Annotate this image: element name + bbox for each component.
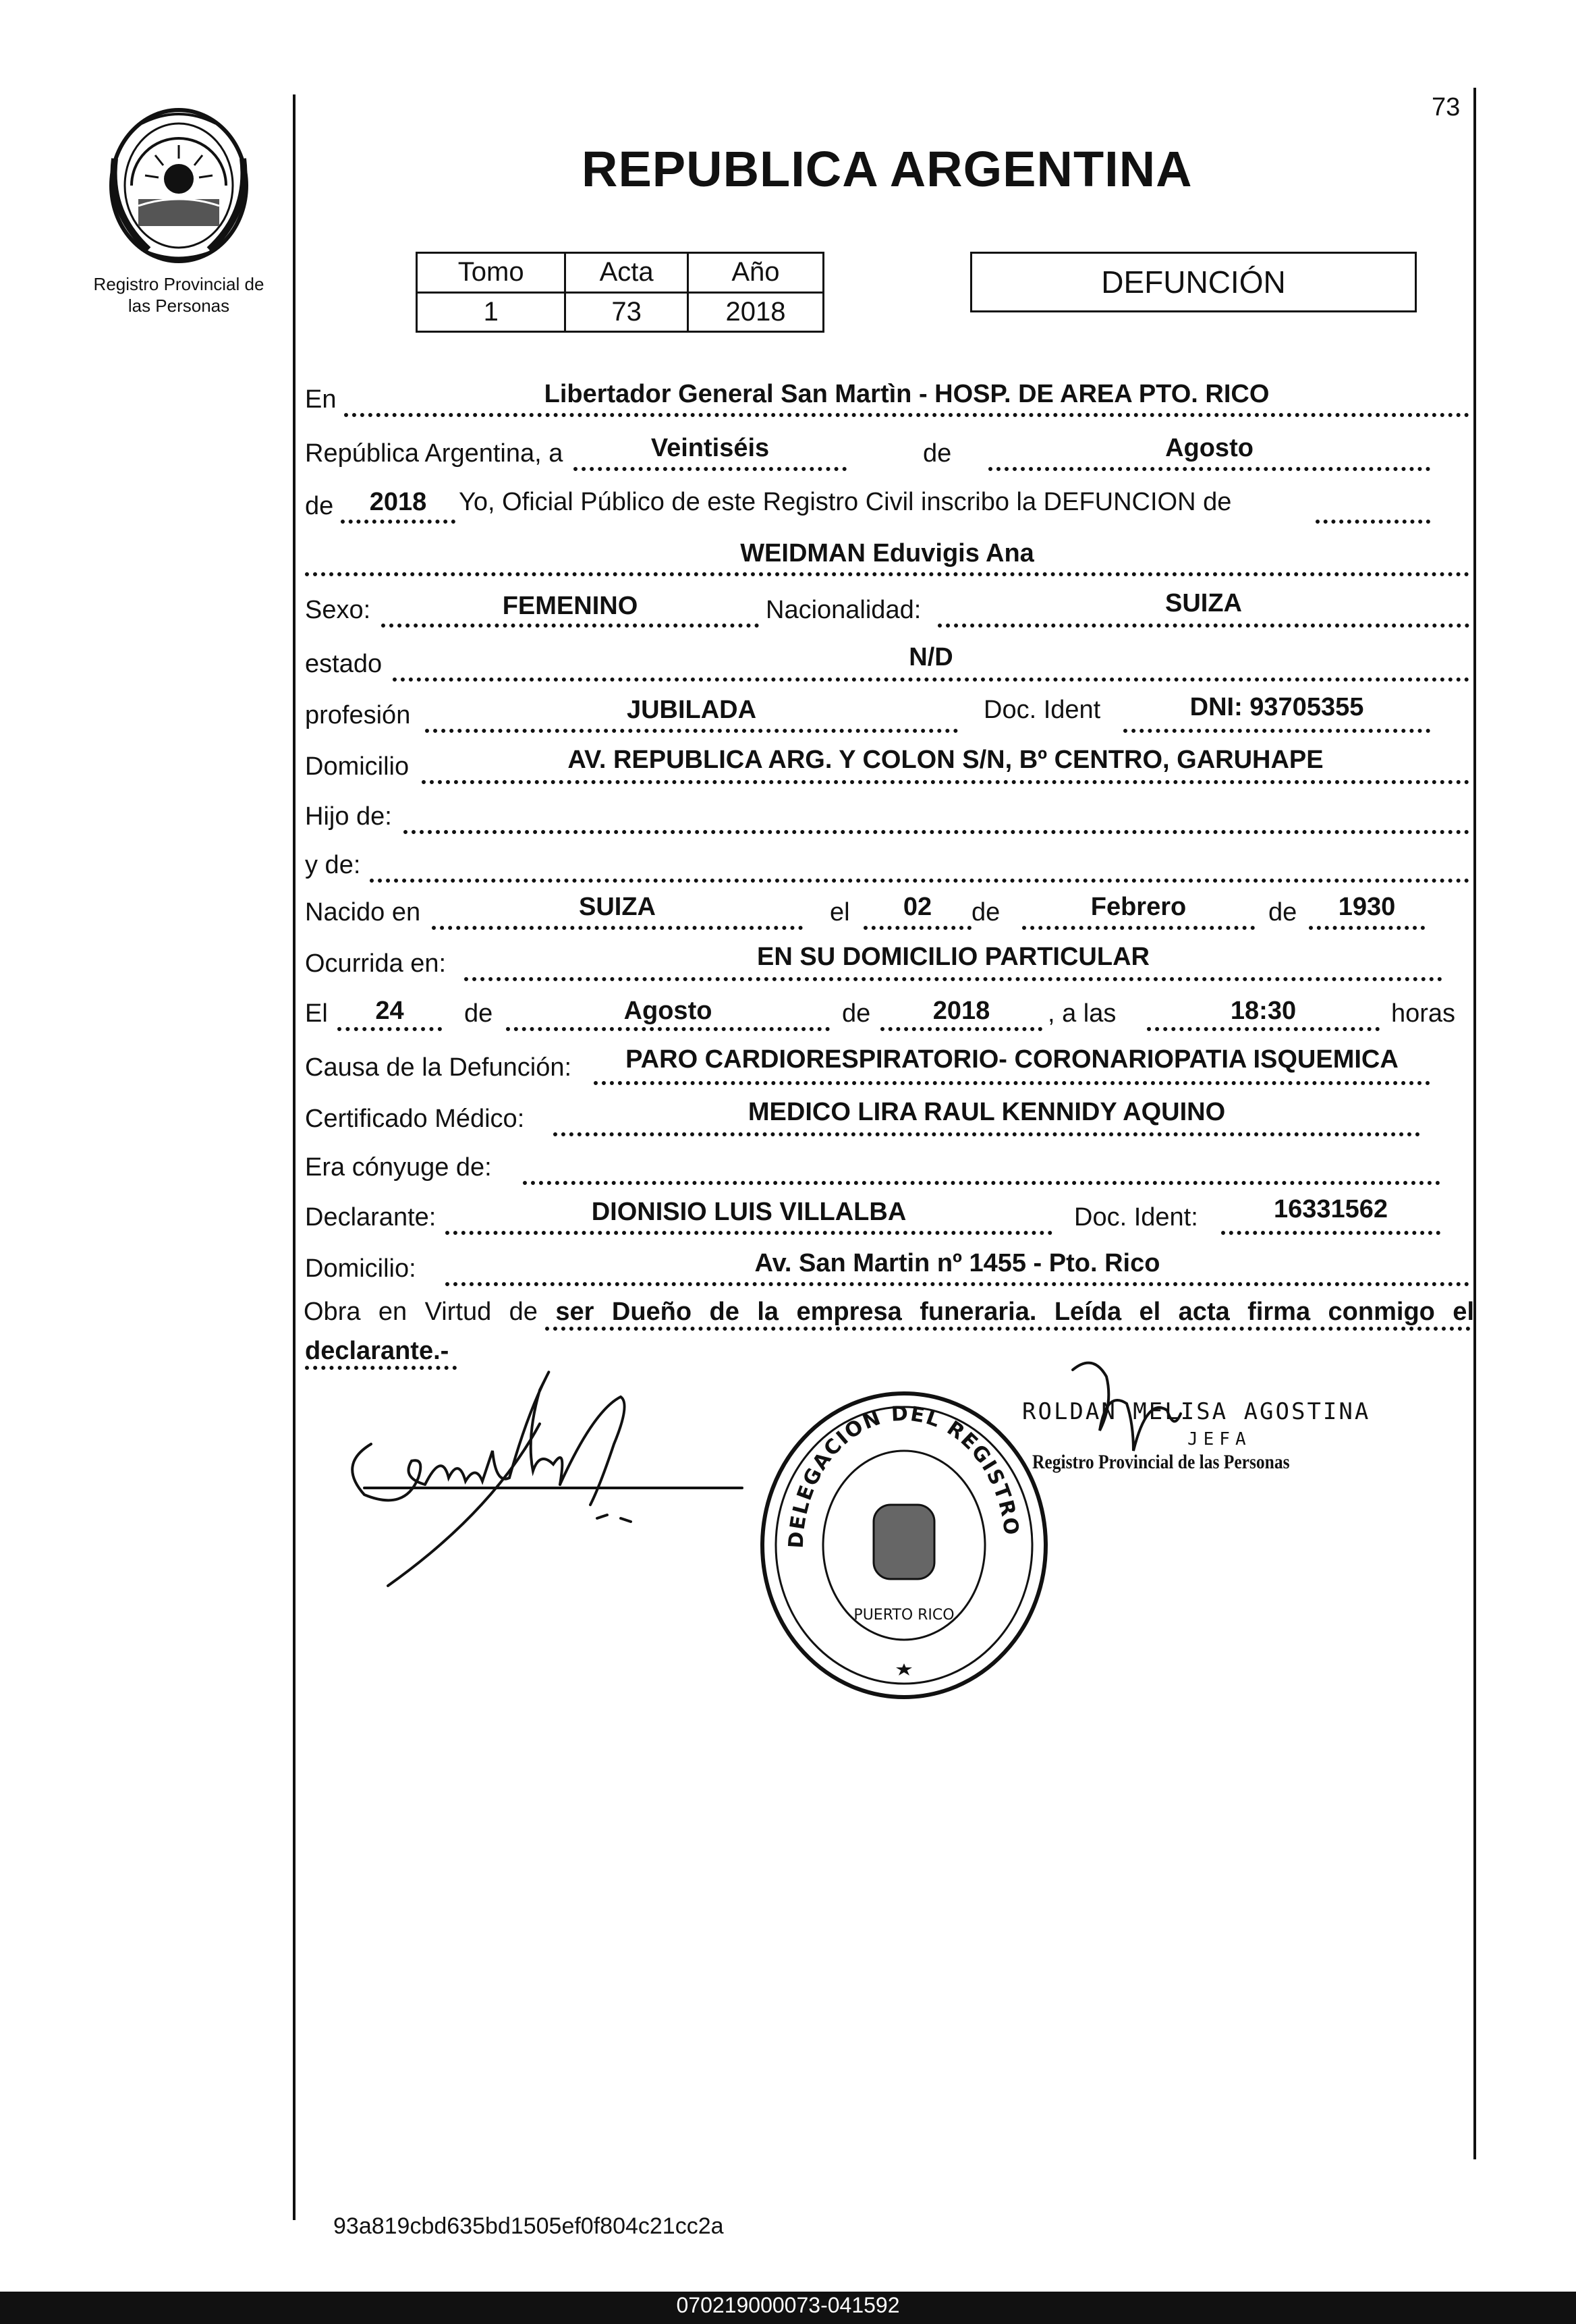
document-title: REPUBLICA ARGENTINA bbox=[582, 141, 1193, 197]
label-conyuge: Era cónyuge de: bbox=[305, 1153, 492, 1182]
value-estado: N/D bbox=[909, 643, 953, 671]
value-fecha-year: 2018 bbox=[932, 997, 990, 1025]
dots-declarante-doc bbox=[1221, 1231, 1440, 1235]
label-declarante-doc: Doc. Ident: bbox=[1074, 1203, 1198, 1232]
value-nacido-day: 02 bbox=[903, 893, 932, 921]
record-table-value-acta: 73 bbox=[565, 292, 688, 332]
dots-nacido-day bbox=[864, 926, 972, 930]
label-yo-text: Yo, Oficial Público de este Registro Civil inscribo la DEFUNCION de bbox=[459, 488, 1232, 516]
official-role: JEFA bbox=[1187, 1429, 1251, 1449]
record-table-header-acta: Acta bbox=[565, 253, 688, 293]
label-fecha-el: El bbox=[305, 999, 328, 1028]
record-table-value-ano: 2018 bbox=[687, 292, 823, 332]
label-declarante-domicilio: Domicilio: bbox=[305, 1254, 416, 1283]
stamp-outer-text: DELEGACION DEL REGISTRO bbox=[784, 1402, 1023, 1549]
value-profesion: JUBILADA bbox=[626, 696, 757, 724]
value-republica-month: Agosto bbox=[1165, 434, 1254, 462]
value-obra-line2: declarante.- bbox=[305, 1337, 449, 1365]
crest-caption bbox=[67, 273, 290, 316]
declarant-signature bbox=[324, 1350, 796, 1620]
dots-republica-day bbox=[573, 467, 847, 471]
label-nacido-de-2: de bbox=[1268, 898, 1297, 926]
dots-profesion bbox=[425, 729, 958, 733]
crest-caption-line2: las Personas bbox=[128, 296, 230, 316]
value-domicilio: AV. REPUBLICA ARG. Y COLON S/N, Bº CENTRO, GARUHAPE bbox=[567, 746, 1324, 774]
label-y-de: y de: bbox=[305, 851, 361, 879]
province-crest bbox=[101, 105, 256, 267]
value-declarante-doc: 16331562 bbox=[1273, 1195, 1388, 1223]
dots-yo-end bbox=[1316, 520, 1430, 524]
dots-sexo bbox=[381, 624, 759, 628]
dots-y-de bbox=[370, 879, 1469, 883]
dots-causa bbox=[594, 1081, 1430, 1085]
label-fecha-de-1: de bbox=[464, 999, 493, 1028]
label-nacionalidad: Nacionalidad: bbox=[766, 596, 922, 624]
value-fecha-month: Agosto bbox=[623, 997, 712, 1025]
value-fecha-time: 18:30 bbox=[1230, 997, 1297, 1025]
dots-declarante-domicilio bbox=[445, 1282, 1469, 1286]
dots-en bbox=[344, 413, 1469, 417]
record-table-value-tomo: 1 bbox=[417, 292, 565, 332]
stamp-inner-text: PUERTO RICO bbox=[853, 1607, 955, 1624]
dots-nacido-month bbox=[1022, 926, 1255, 930]
dots-nacido-year bbox=[1309, 926, 1425, 930]
label-en: En bbox=[305, 385, 337, 414]
label-fecha-horas: horas bbox=[1391, 999, 1456, 1028]
dots-fecha-day bbox=[337, 1027, 442, 1031]
official-name: ROLDAN MELISA AGOSTINA bbox=[1022, 1398, 1371, 1425]
value-causa: PARO CARDIORESPIRATORIO- CORONARIOPATIA ISQUEMICA bbox=[625, 1045, 1399, 1074]
value-nacido-place: SUIZA bbox=[579, 893, 656, 921]
value-republica-day: Veintiséis bbox=[650, 434, 770, 462]
dots-ocurrida bbox=[464, 977, 1442, 981]
value-deceased-name: WEIDMAN Eduvigis Ana bbox=[740, 539, 1034, 568]
dots-fecha-month bbox=[506, 1027, 830, 1031]
right-margin-line bbox=[1473, 88, 1476, 2159]
value-fecha-day: 24 bbox=[375, 997, 404, 1025]
record-table-header-row bbox=[417, 253, 824, 293]
dots-fecha-year bbox=[880, 1027, 1042, 1031]
label-fecha-de-2: de bbox=[842, 999, 871, 1028]
dots-name bbox=[305, 572, 1469, 576]
value-nacionalidad: SUIZA bbox=[1165, 589, 1242, 617]
crest-caption-line1: Registro Provincial de bbox=[93, 274, 264, 294]
label-year-de: de bbox=[305, 492, 334, 520]
label-sexo: Sexo: bbox=[305, 596, 371, 624]
record-table-value-row bbox=[417, 292, 824, 332]
value-nacido-month: Febrero bbox=[1090, 893, 1187, 921]
label-causa: Causa de la Defunción: bbox=[305, 1053, 572, 1082]
label-fecha-alas: , a las bbox=[1048, 999, 1117, 1028]
dots-certificado bbox=[553, 1132, 1420, 1136]
label-nacido-de-1: de bbox=[972, 898, 1001, 926]
label-republica-de: de bbox=[923, 439, 952, 468]
footer-code: 070219000073-041592 bbox=[676, 2293, 900, 2317]
value-declarante-domicilio: Av. San Martin nº 1455 - Pto. Rico bbox=[754, 1249, 1160, 1277]
label-hijo-de: Hijo de: bbox=[305, 802, 392, 831]
official-signature bbox=[1066, 1350, 1221, 1485]
label-profesion: profesión bbox=[305, 701, 411, 729]
value-sexo: FEMENINO bbox=[502, 592, 638, 620]
dots-doc-ident bbox=[1123, 729, 1430, 733]
label-republica: República Argentina, a bbox=[305, 439, 563, 468]
dots-domicilio bbox=[422, 780, 1469, 784]
left-margin-line bbox=[293, 94, 296, 2220]
document-type-box: DEFUNCIÓN bbox=[970, 252, 1417, 312]
label-doc-ident: Doc. Ident bbox=[984, 696, 1101, 724]
dots-conyuge bbox=[523, 1181, 1440, 1185]
dots-nacionalidad bbox=[938, 624, 1469, 628]
value-ocurrida: EN SU DOMICILIO PARTICULAR bbox=[757, 943, 1150, 971]
value-certificado: MEDICO LIRA RAUL KENNIDY AQUINO bbox=[748, 1098, 1226, 1126]
obra-line bbox=[304, 1297, 1474, 1327]
dots-republica-month bbox=[988, 467, 1430, 471]
dots-estado bbox=[393, 677, 1469, 682]
label-nacido-el: el bbox=[830, 898, 850, 926]
record-table-header-ano: Año bbox=[687, 253, 823, 293]
label-estado: estado bbox=[305, 650, 383, 678]
registry-stamp bbox=[756, 1387, 1052, 1704]
dots-fecha-time bbox=[1147, 1027, 1380, 1031]
label-nacido-en: Nacido en bbox=[305, 898, 421, 926]
dots-year bbox=[341, 520, 455, 524]
label-domicilio: Domicilio bbox=[305, 752, 410, 781]
dots-declarante bbox=[445, 1231, 1052, 1235]
official-department: Registro Provincial de las Personas bbox=[1032, 1451, 1290, 1473]
record-table-header-tomo: Tomo bbox=[417, 253, 565, 293]
dots-obra bbox=[545, 1327, 1471, 1331]
document-hash: 93a819cbd635bd1505ef0f804c21cc2a bbox=[333, 2213, 724, 2239]
record-table bbox=[416, 252, 824, 333]
value-en: Libertador General San Martìn - HOSP. DE AREA PTO. RICO bbox=[544, 380, 1270, 408]
dots-nacido-place bbox=[432, 926, 803, 930]
dots-hijo-de bbox=[403, 830, 1469, 834]
value-obra-line1: ser Dueño de la empresa funeraria. Leída el acta firma conmigo el bbox=[555, 1298, 1474, 1326]
value-doc-ident: DNI: 93705355 bbox=[1189, 693, 1364, 721]
label-certificado: Certificado Médico: bbox=[305, 1105, 525, 1133]
label-declarante: Declarante: bbox=[305, 1203, 437, 1232]
value-nacido-year: 1930 bbox=[1338, 893, 1396, 921]
page-number: 73 bbox=[1432, 93, 1461, 121]
value-year: 2018 bbox=[369, 488, 427, 516]
label-ocurrida: Ocurrida en: bbox=[305, 949, 447, 978]
value-declarante: DIONISIO LUIS VILLALBA bbox=[591, 1198, 907, 1226]
label-obra: Obra en Virtud de bbox=[304, 1298, 538, 1326]
